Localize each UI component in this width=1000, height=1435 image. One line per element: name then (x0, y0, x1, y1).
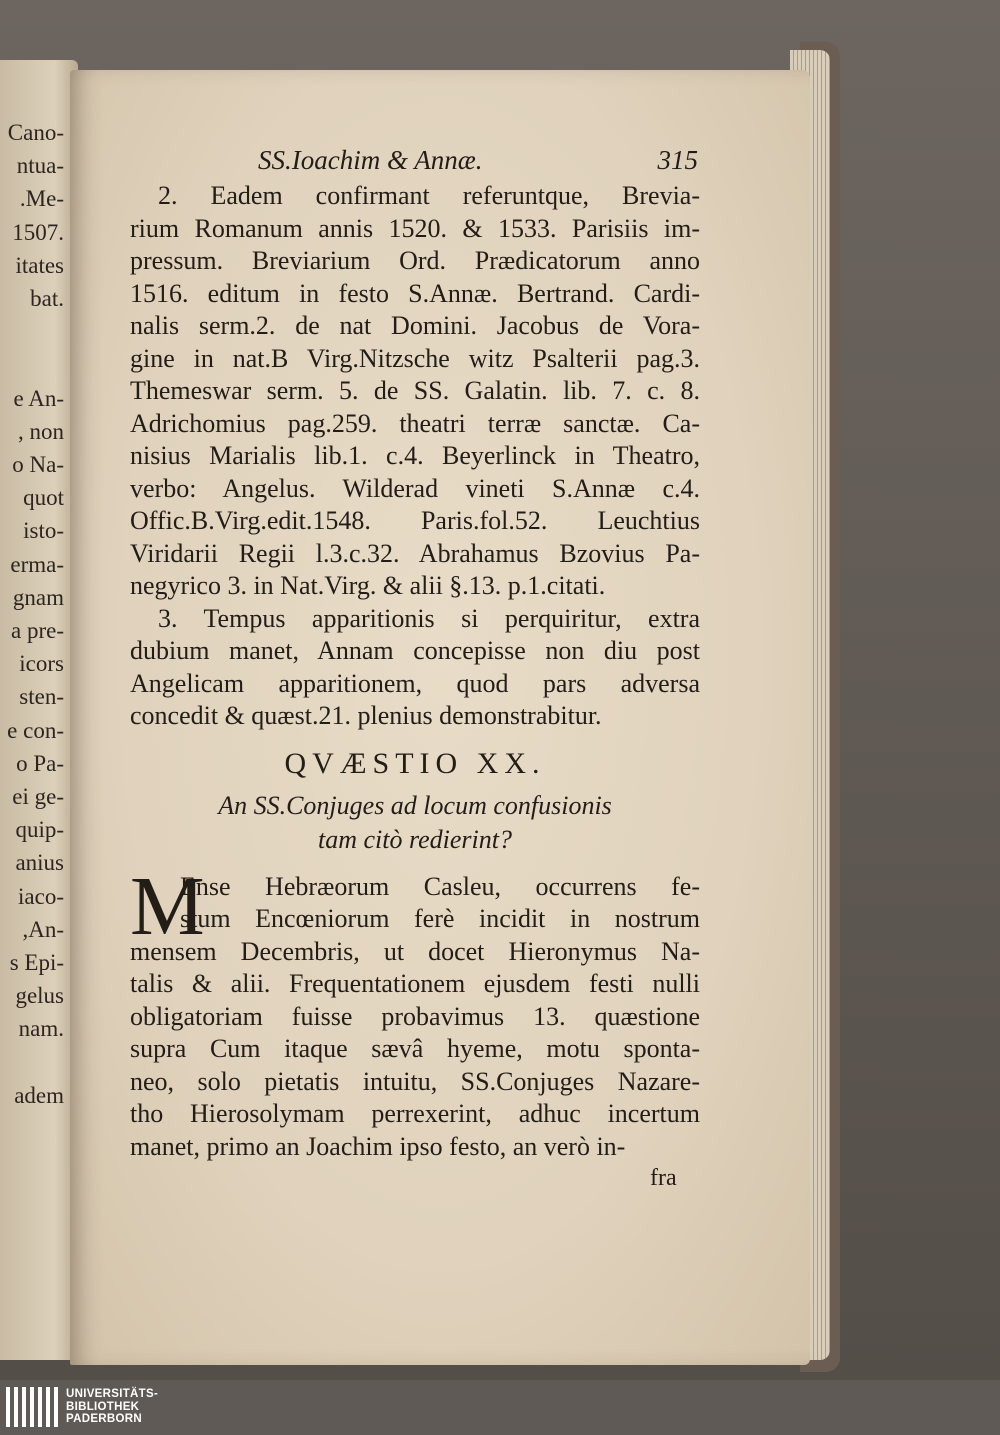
left-page-fragment: ,An- (22, 916, 64, 942)
text-line: dubium manet, Annam concepisse non diu post (130, 636, 700, 665)
left-page-fragment: .Me- (19, 186, 64, 212)
left-page-fragment: e An- (13, 385, 64, 411)
text-line: 3. Tempus apparitionis si perquiritur, extra (158, 603, 700, 633)
text-line: neo, solo pietatis intuitu, SS.Conjuges Nazare- (130, 1066, 700, 1096)
left-page-fragment: bat. (30, 286, 64, 311)
library-logo-text (66, 1388, 158, 1426)
left-page-fragment: nam. (18, 1016, 64, 1042)
left-page-fragment: icors (19, 651, 64, 677)
left-page-fragment: iaco- (18, 883, 64, 909)
text-line: supra Cum itaque sævâ hyeme, motu sponta- (130, 1034, 700, 1063)
text-line: manet, primo an Joachim ipso festo, an verò in- (130, 1131, 626, 1161)
question-title: QVÆSTIO XX. (284, 746, 546, 780)
question-subtitle-line: An SS.Conjuges ad locum confusionis (218, 790, 612, 820)
left-page-fragment: gelus (15, 983, 64, 1009)
text-line: 2. Eadem confirmant referuntque, Brevia- (158, 181, 700, 210)
left-page-fragment: quip- (15, 817, 64, 843)
text-line: rium Romanum annis 1520. & 1533. Parisiis im- (130, 213, 700, 243)
logo-line: PADERBORN (66, 1413, 142, 1426)
left-page-fragment: , non (18, 418, 64, 444)
text-line: nisius Marialis lib.1. c.4. Beyerlinck in Theatro, (130, 441, 700, 470)
text-line: Offic.B.Virg.edit.1548. Paris.fol.52. Leuchtius (130, 506, 700, 535)
left-page-fragment: ei ge- (12, 784, 64, 809)
left-page-fragment: gnam (12, 584, 64, 610)
logo-line: UNIVERSITÄTS- (66, 1388, 159, 1401)
text-line: negyrico 3. in Nat.Virg. & alii §.13. p.1.citati. (130, 571, 606, 600)
left-page-fragment: itates (15, 252, 64, 278)
text-line: gine in nat.B Virg.Nitzsche witz Psalterii pag.3. (130, 343, 700, 373)
left-page-fragment: Cano- (7, 120, 64, 145)
left-page-edge (0, 60, 78, 1360)
text-line: Adrichomius pag.259. theatri terræ sanctæ. Ca- (130, 408, 700, 438)
text-line: talis & alii. Frequentationem ejusdem festi nulli (130, 969, 700, 998)
text-line: Themeswar serm. 5. de SS. Galatin. lib. 7. c. 8. (130, 376, 700, 405)
logo-line: BIBLIOTHEK (66, 1400, 140, 1413)
text-line: mensem Decembris, ut docet Hieronymus Na- (130, 936, 700, 966)
library-logo (6, 1387, 158, 1427)
paragraph-3 (130, 603, 700, 733)
left-page-fragment: o Pa- (16, 750, 64, 776)
text-line: nalis serm.2. de nat Domini. Jacobus de Vora- (130, 311, 700, 340)
question-subtitle (130, 789, 700, 857)
left-page-fragment: adem (14, 1082, 64, 1108)
left-page-fragment: o Na- (12, 452, 64, 477)
left-page-fragment: isto- (23, 518, 64, 544)
page-text-block (130, 140, 700, 1163)
left-page-fragment: 1507. (12, 219, 64, 245)
text-line: verbo: Angelus. Wilderad vineti S.Annæ c.4. (130, 473, 700, 503)
drop-cap: M (130, 859, 205, 953)
body-paragraph (130, 859, 700, 1164)
text-line: obligatoriam fuisse probavimus 13. quæstione (130, 1001, 700, 1031)
footer-bar (0, 1380, 1000, 1435)
text-line: tho Hierosolymam perrexerint, adhuc incertum (130, 1099, 700, 1128)
text-line: 1516. editum in festo S.Annæ. Bertrand. Cardi- (130, 278, 700, 308)
left-page-fragment: anius (15, 850, 64, 876)
library-logo-icon (6, 1387, 58, 1427)
left-page-fragment: quot (23, 485, 64, 511)
running-head (130, 140, 700, 180)
page-number: 315 (657, 145, 698, 175)
paragraph-2 (130, 180, 700, 603)
left-page-fragment: sten- (19, 684, 64, 710)
left-page-fragment: a pre- (11, 618, 64, 643)
left-page-fragment: s Epi- (9, 950, 64, 975)
left-page-fragment: ntua- (16, 153, 64, 179)
question-subtitle-line: tam citò redierint? (317, 824, 512, 854)
text-line: stum Encœniorum ferè incidit in nostrum (180, 904, 700, 933)
text-line: Angelicam apparitionem, quod pars adversa (130, 668, 700, 698)
text-line: pressum. Breviarium Ord. Prædicatorum anno (130, 246, 700, 275)
text-line: Viridarii Regii l.3.c.32. Abrahamus Bzovius Pa- (130, 538, 700, 568)
running-head-title: SS.Ioachim & Annæ. (258, 145, 483, 175)
text-line: Ense Hebræorum Casleu, occurrens fe- (180, 871, 700, 901)
catchword: fra (650, 1165, 677, 1191)
left-page-fragment: erma- (10, 551, 64, 577)
text-line: concedit & quæst.21. plenius demonstrabitur. (130, 701, 602, 730)
left-page-fragment: e con- (7, 717, 64, 743)
